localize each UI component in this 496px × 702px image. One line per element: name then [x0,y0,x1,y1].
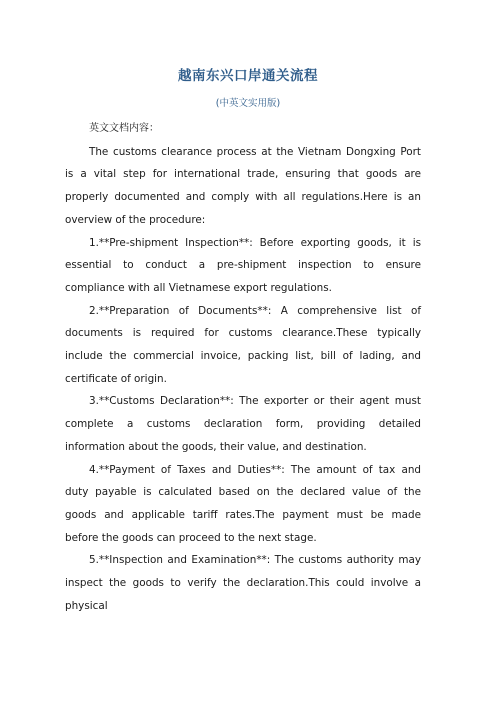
paragraph-step-1: 1.**Pre-shipment Inspection**: Before exporting goods, it is essential to conduct a pre-shipment inspection to ensure compliance with all Vietnamese export regulations. [65,236,421,294]
paragraph-intro: The customs clearance process at the Vietnam Dongxing Port is a vital step for international trade, ensuring that goods are properly documented and comply with all regulations.Here is an overview of the procedure: [65,145,421,226]
paragraph-step-3: 3.**Customs Declaration**: The exporter or their agent must complete a customs declaration form, providing detailed information about the goods, their value, and destination. [65,395,421,453]
paragraph-step-4: 4.**Payment of Taxes and Duties**: The amount of tax and duty payable is calculated based on the declared value of the goods and applicable tariff rates.The payment must be made before the goods can proceed to the next stage. [65,463,421,544]
paragraph-step-2: 2.**Preparation of Documents**: A comprehensive list of documents is required for customs clearance.These typically include the commercial invoice, packing list, bill of lading, and certificate of origin. [65,304,421,385]
document-body [65,118,421,617]
paragraph-step-5: 5.**Inspection and Examination**: The customs authority may inspect the goods to verify the declaration.This could involve a physical [65,554,421,612]
document-title: 越南东兴口岸通关流程 [178,68,318,84]
section-label: 英文文档内容： [89,123,159,134]
document-subtitle: (中英文实用版) [215,98,281,109]
